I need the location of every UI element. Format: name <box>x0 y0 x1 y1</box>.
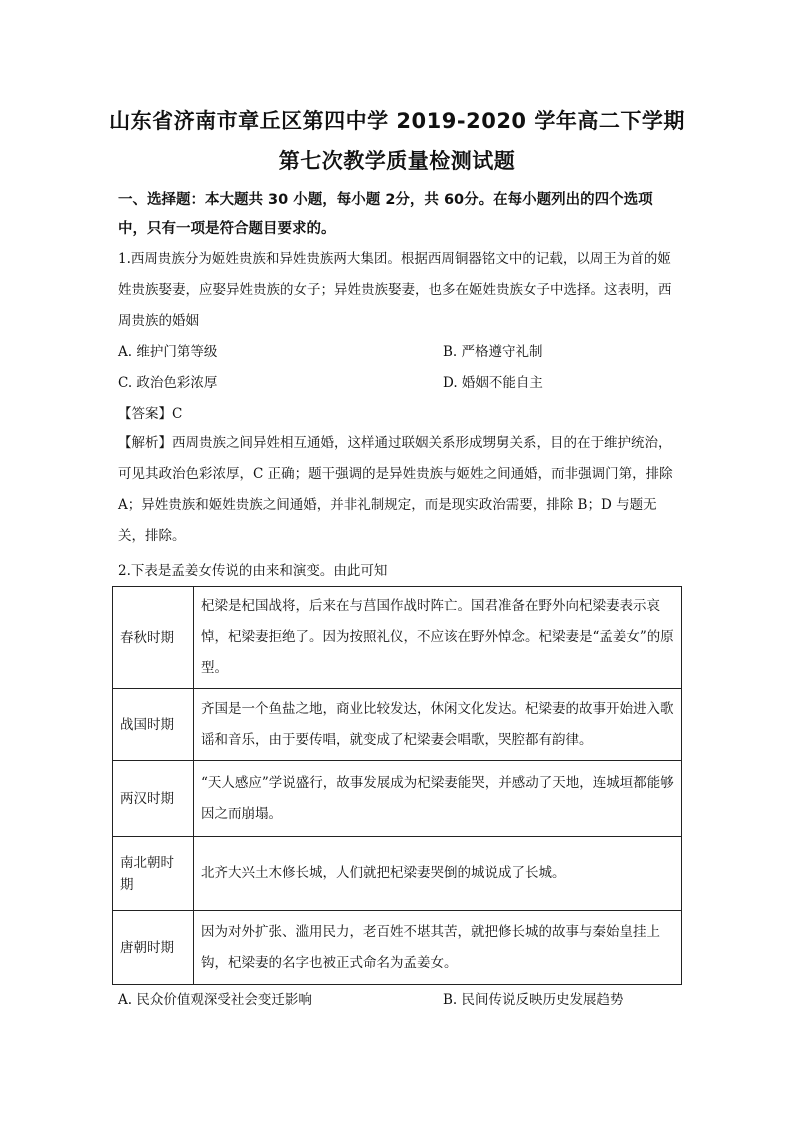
table-row <box>113 837 682 911</box>
document-title: 山东省济南市章丘区第四中学 2019-2020 学年高二下学期 <box>109 109 685 133</box>
table-row <box>113 587 682 689</box>
q1-option-a: A. 维护门第等级 <box>118 344 218 360</box>
table-row <box>113 689 682 761</box>
q1-analysis: 【解析】西周贵族之间异姓相互通婚，这样通过联姻关系形成甥舅关系，目的在于维护统治，可见其政治色彩浓厚，C 正确；题干强调的是异姓贵族与姬姓之间通婚，而非强调门第，排除 A；异姓贵族和姬姓贵族之间通婚，并非礼制规定，而是现实政治需要，排除 B；D 与题无关，排除。 <box>118 435 673 544</box>
question-2-stem: 2.下表是孟姜女传说的由来和演变。由此可知 <box>118 563 388 579</box>
question-1-stem: 1.西周贵族分为姬姓贵族和异姓贵族两大集团。根据西周铜器铭文中的记载，以周王为首的姬姓贵族娶妻，应娶异姓贵族的女子；异姓贵族娶妻，也多在姬姓贵族女子中选择。这表明，西周贵族的婚姻 <box>118 251 672 329</box>
table-row <box>113 761 682 837</box>
q2-option-b: B. 民间传说反映历史发展趋势 <box>443 992 624 1008</box>
content-cell: 北齐大兴土木修长城，人们就把杞梁妻哭倒的城说成了长城。 <box>194 837 682 911</box>
period-cell: 战国时期 <box>113 689 194 761</box>
section-header: 一、选择题：本大题共 30 小题，每小题 2分，共 60分。在每小题列出的四个选项中，只有一项是符合题目要求的。 <box>118 192 653 237</box>
legend-evolution-table <box>112 586 682 985</box>
content-cell: 因为对外扩张、滥用民力，老百姓不堪其苦，就把修长城的故事与秦始皇挂上钩，杞梁妻的名字也被正式命名为孟姜女。 <box>194 911 682 985</box>
q1-option-d: D. 婚姻不能自主 <box>443 375 543 391</box>
period-cell: 两汉时期 <box>113 761 194 837</box>
period-cell: 南北朝时期 <box>113 837 194 911</box>
table-row <box>113 911 682 985</box>
period-cell: 唐朝时期 <box>113 911 194 985</box>
q2-option-a: A. 民众价值观深受社会变迁影响 <box>118 992 312 1008</box>
content-cell: 齐国是一个鱼盐之地，商业比较发达，休闲文化发达。杞梁妻的故事开始进入歌谣和音乐，由于要传唱，就变成了杞梁妻会唱歌，哭腔都有韵律。 <box>194 689 682 761</box>
q1-option-c: C. 政治色彩浓厚 <box>118 375 218 391</box>
q1-option-b: B. 严格遵守礼制 <box>443 344 543 360</box>
content-cell: 杞梁是杞国战将，后来在与莒国作战时阵亡。国君准备在野外向杞梁妻表示哀悼，杞梁妻拒绝了。因为按照礼仪，不应该在野外悼念。杞梁妻是“孟姜女”的原型。 <box>194 587 682 689</box>
document-subtitle: 第七次教学质量检测试题 <box>278 149 516 173</box>
content-cell: “天人感应”学说盛行，故事发展成为杞梁妻能哭，并感动了天地，连城垣都能够因之而崩塌。 <box>194 761 682 837</box>
period-cell: 春秋时期 <box>113 587 194 689</box>
q1-answer: 【答案】C <box>118 406 183 422</box>
